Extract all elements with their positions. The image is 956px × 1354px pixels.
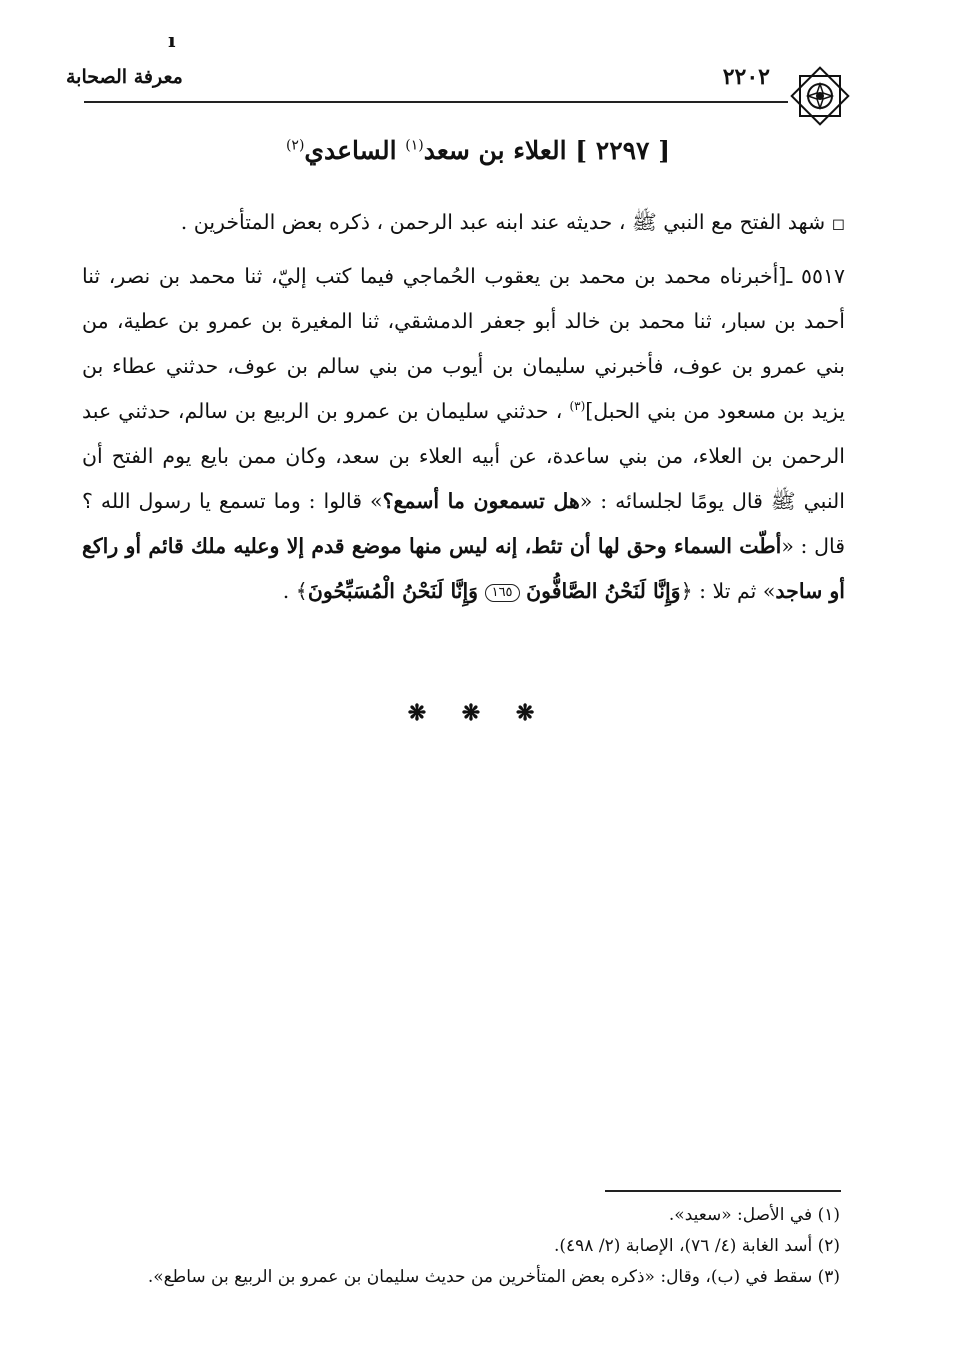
star-ornament-icon — [786, 62, 854, 130]
header-rule — [84, 101, 788, 103]
hadith-text: » قالوا : وما تسمع يا رسول الله ؟ قال : « — [82, 489, 846, 558]
hadith-text: » ثم تلا : ﴿ — [680, 579, 776, 603]
footnote-marker: (٣) — [569, 399, 586, 414]
chapter-title-text: [ ٢٢٩٧ ] العلاء بن سعد — [423, 136, 671, 165]
prophet-quote: هل تسمعون ما أسمع؟ — [382, 489, 580, 513]
page-number: ٢٢٠٢ — [722, 64, 770, 90]
footnote: (١) في الأصل: «سعيد». — [668, 1205, 840, 1225]
main-text — [82, 200, 845, 614]
footnote-marker: (٢) — [285, 137, 305, 154]
footnotes — [82, 1200, 840, 1293]
intro-text: شهد الفتح مع النبي ﷺ ، حديثه عند ابنه عبد الرحمن ، ذكره بعض المتأخرين . — [180, 210, 826, 234]
chapter-title-suffix: الساعدي — [304, 136, 397, 165]
chapter-title — [80, 136, 876, 165]
quran-verse: وَإِنَّا لَنَحْنُ الْمُسَبِّحُونَ — [307, 579, 479, 603]
running-header-title: معرفة الصحابة — [66, 66, 183, 88]
square-bullet-icon: ◻ — [831, 214, 845, 233]
intro-paragraph — [82, 200, 845, 246]
hadith-paragraph — [82, 254, 845, 614]
footnote: (٢) أسد الغابة (٤/ ٧٦)، الإصابة (٢/ ٤٩٨). — [553, 1236, 840, 1256]
hadith-text: ، حدثني سليمان بن عمرو بن الربيع بن سالم، حدثني عبد الرحمن بن العلاء، من بني ساعدة، عن أبيه العلاء بن سعد، وكان ممن بايع يوم الفتح أن النبي ﷺ قال يومًا لجلسائه : « — [82, 399, 845, 513]
quran-verse: وَإِنَّا لَنَحْنُ الصَّافُّونَ — [526, 579, 681, 603]
hadith-text: ﴾ . — [282, 579, 308, 603]
footnote-rule — [605, 1190, 841, 1192]
prophet-quote: أطّت السماء وحق لها أن تئط، إنه ليس منها موضع قدم إلا وعليه ملك قائم أو راكع أو ساجد — [82, 534, 845, 603]
hadith-isnad: ٥٥١٧ ـ[أخبرناه محمد بن محمد بن يعقوب الحُماجي فيما كتب إليّ، ثنا محمد بن نصر، ثنا أحمد بن سبار، ثنا محمد بن خالد أبو جعفر الدمشقي، ثنا المغيرة بن عمرو بن عطية، من بني عمرو بن عوف، فأخبرني سليمان بن أيوب من بني سالم بن عوف، حدثني عطاء بن يزيد بن مسعود من بني الحبل] — [82, 264, 845, 423]
section-separator: ❋ ❋ ❋ — [407, 700, 549, 726]
footnote: (٣) سقط في (ب)، وقال: «ذكره بعض المتأخرين من حديث سليمان بن عمرو بن الربيع بن ساطع». — [147, 1267, 840, 1287]
stray-mark: ı — [168, 28, 176, 52]
verse-number: ١٦٥ — [485, 584, 520, 602]
footnote-marker: (١) — [405, 137, 424, 154]
